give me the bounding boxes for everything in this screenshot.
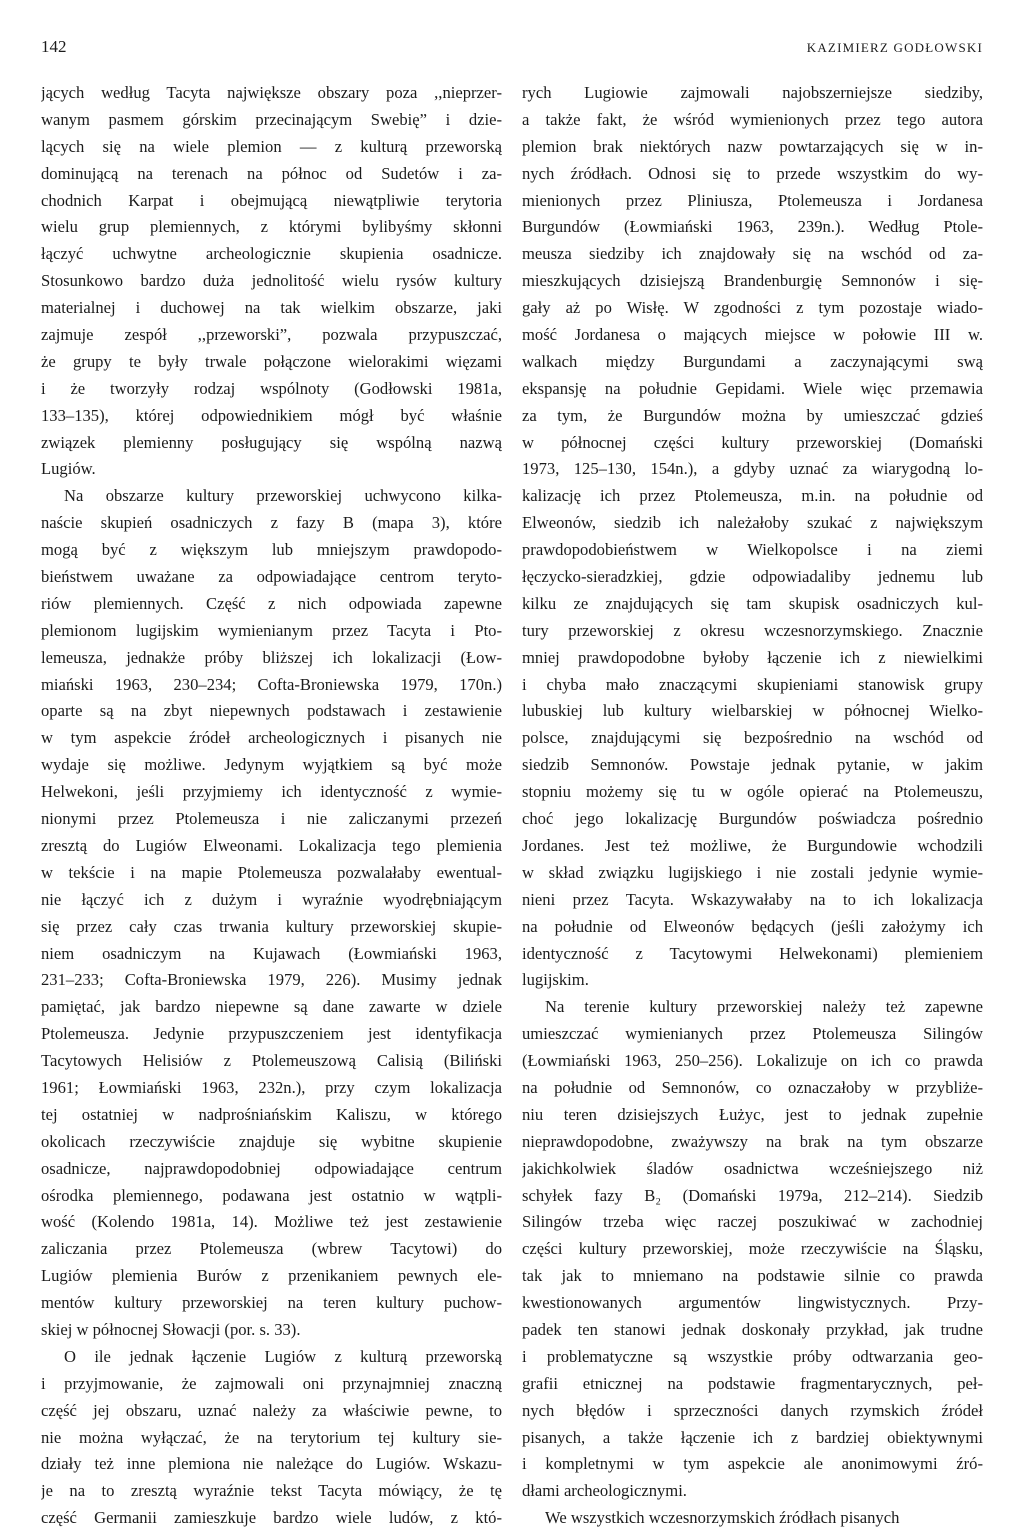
- text-line: dłami archeologicznymi.: [522, 1481, 687, 1501]
- text-line: zaliczania przez Ptolemeusza (wbrew Tacytowi) do: [41, 1239, 502, 1259]
- text-line: łączyć uchwytne archeologicznie skupienia osadnicze.: [41, 244, 502, 264]
- text-line: siedzib Semnonów. Powstaje jednak pytanie, w jakim: [522, 755, 983, 775]
- right-column: [522, 80, 983, 1532]
- text-line: je na to zresztą wyraźnie tekst Tacyta mówiący, że tę: [41, 1481, 502, 1501]
- text-line: mniej prawdopodobne byłoby łączenie ich z niewielkimi: [522, 647, 983, 667]
- text-line: Ptolemeusza. Jedynie przypuszczeniem jest identyfikacja: [41, 1024, 502, 1044]
- text-line: Lugiów plemienia Burów z przenikaniem pewnych ele-: [41, 1266, 502, 1286]
- text-line: 231–233; Cofta-Broniewska 1979, 226). Musimy jednak: [41, 970, 502, 990]
- text-line: część jej obszaru, uznać należy za właściwie pewne, to: [41, 1400, 502, 1420]
- text-line: i problematyczne są wszystkie próby odtwarzania geo-: [522, 1346, 983, 1366]
- text-line: mogą być z większym lub mniejszym prawdopodo-: [41, 540, 502, 560]
- text-line: meusza siedziby ich znajdowały się na wschód od za-: [522, 244, 983, 264]
- text-line: lących się na wiele plemion — z kulturą przeworską: [41, 136, 502, 156]
- text-line: Stosunkowo bardzo duża jednolitość wielu rysów kultury: [41, 271, 502, 291]
- text-line: ośrodka plemiennego, podawana jest ostatnio w wątpli-: [41, 1185, 502, 1205]
- text-line: nie można wyłączać, że na terytorium tej kultury sie-: [41, 1427, 502, 1447]
- text-line: nieprawdopodobne, zważywszy na brak na tym obszarze: [522, 1131, 983, 1151]
- text-line: kwestionowanych argumentów lingwistycznych. Przy-: [522, 1293, 983, 1313]
- text-line: walkach między Burgundami a zaczynającymi swą: [522, 351, 983, 371]
- page-header: [41, 37, 983, 61]
- text-line: w tekście i na mapie Ptolemeusza pozwalałaby ewentual-: [41, 862, 502, 882]
- text-line: jakichkolwiek śladów osadnictwa wcześniejszego niż: [522, 1158, 983, 1178]
- text-line: plemion brak niektórych nazw powtarzających się w in-: [522, 136, 983, 156]
- text-line: część Germanii zamieszkuje bardzo wiele ludów, z któ-: [41, 1508, 502, 1528]
- text-line: pamiętać, jak bardzo niepewne są dane zawarte w dziele: [41, 997, 502, 1017]
- text-line: Helwekoni, jeśli przyjmiemy ich identyczność z wymie-: [41, 782, 502, 802]
- text-line: mość Jordanesa o mających miejsce w połowie III w.: [522, 325, 983, 345]
- text-line: w skład związku lugijskiego i nie zostali jedynie wymie-: [522, 862, 983, 882]
- text-line: na południe od Semnonów, co oznaczałoby w przybliże-: [522, 1077, 983, 1097]
- text-line: nych błędów i sprzeczności danych rzymskich źródeł: [522, 1400, 983, 1420]
- text-line: umieszczać wymienianych przez Ptolemeusza Silingów: [522, 1024, 983, 1044]
- text-line: niu teren dzisiejszych Łużyc, jest to jednak zupełnie: [522, 1104, 983, 1124]
- text-line: Burgundów (Łowmiański 1963, 239n.). Według Ptole-: [522, 217, 983, 237]
- text-line: Jordanes. Jest też możliwe, że Burgundowie wchodzili: [522, 835, 983, 855]
- text-line: w północnej części kultury przeworskiej (Domański: [522, 432, 983, 452]
- text-line: łęczycko-sieradzkiej, gdzie odpowiadaliby jednemu lub: [522, 567, 983, 587]
- text-line: Na terenie kultury przeworskiej należy też zapewne: [545, 997, 983, 1017]
- text-line: padek ten stanowi jednak doskonały przykład, jak trudne: [522, 1319, 983, 1339]
- text-line: identyczność z Tacytowymi Helwekonami) plemieniem: [522, 943, 983, 963]
- text-line: a także fakt, że wśród wymienionych przez tego autora: [522, 109, 983, 129]
- text-line: 133–135), której odpowiednikiem mógł być właśnie: [41, 405, 502, 425]
- text-line: (Łowmiański 1963, 250–256). Lokalizuje on ich co prawda: [522, 1051, 983, 1071]
- page-number: 142: [41, 37, 67, 56]
- text-line: części kultury przeworskiej, może rzeczywiście na Śląsku,: [522, 1239, 983, 1259]
- text-line: i przyjmowanie, że zajmowali oni przynajmniej znaczną: [41, 1373, 502, 1393]
- text-line: Lugiów.: [41, 459, 96, 479]
- text-line: niem osadniczym na Kujawach (Łowmiański 1963,: [41, 943, 502, 963]
- text-line: że grupy te były trwale połączone wielorakimi więzami: [41, 351, 502, 371]
- text-line: Na obszarze kultury przeworskiej uchwycono kilka-: [64, 486, 502, 506]
- text-line: tak jak to mniemano na podstawie silnie co prawda: [522, 1266, 983, 1286]
- text-line: grafii etnicznej na podstawie fragmentarycznych, peł-: [522, 1373, 983, 1393]
- text-line: osadnicze, najprawdopodobniej odpowiadające centrum: [41, 1158, 502, 1178]
- text-line: za tym, że Burgundów można by umieszczać gdzieś: [522, 405, 983, 425]
- text-line: kalizację ich przez Ptolemeusza, m.in. na południe od: [522, 486, 983, 506]
- text-line: gały aż po Wisłę. W zgodności z tym pozostaje wiado-: [522, 298, 983, 318]
- text-line: nieni przez Tacyta. Wskazywałaby na to ich lokalizacja: [522, 889, 983, 909]
- text-line: działy też inne plemiona nie należące do Lugiów. Wskazu-: [41, 1454, 502, 1474]
- text-line: bieństwem uważane za odpowiadające centrom teryto-: [41, 567, 502, 587]
- text-line: miański 1963, 230–234; Cofta-Broniewska 1979, 170n.): [41, 674, 502, 694]
- text-line: i chyba mało znaczącymi skupieniami stanowisk grupy: [522, 674, 983, 694]
- text-line: kilku ze znajdujących się tam skupisk osadniczych kul-: [522, 593, 983, 613]
- text-line: plemionom lugijskim wymienianym przez Tacyta i Pto-: [41, 620, 502, 640]
- text-line: Elweonów, siedzib ich należałoby szukać z największym: [522, 513, 983, 533]
- text-line: skiej w północnej Słowacji (por. s. 33).: [41, 1319, 301, 1339]
- text-line: riów plemiennych. Część z nich odpowiada zapewne: [41, 593, 502, 613]
- text-line: lubuskiej lub kultury wielbarskiej w północnej Wielko-: [522, 701, 983, 721]
- text-line: We wszystkich wczesnorzymskich źródłach pisanych: [545, 1508, 900, 1528]
- text-line: nych źródłach. Odnosi się to przede wszystkim do wy-: [522, 163, 983, 183]
- left-column: [41, 80, 502, 1532]
- text-line: lemeusza, jednakże próby bliższej ich lokalizacji (Łow-: [41, 647, 502, 667]
- text-line: chodnich Karpat i obejmującą niewątpliwie terytoria: [41, 190, 502, 210]
- text-line: Tacytowych Helisiów z Ptolemeuszową Calisią (Biliński: [41, 1051, 502, 1071]
- text-line: okolicach rzeczywiście znajduje się wybitne skupienie: [41, 1131, 502, 1151]
- text-line: choć jego lokalizację Burgundów poświadcza pośrednio: [522, 809, 983, 829]
- text-line: na południe od Elweonów będących (jeśli założymy ich: [522, 916, 983, 936]
- text-line: O ile jednak łączenie Lugiów z kulturą przeworską: [64, 1346, 502, 1366]
- text-line: prawdopodobieństwem w Wielkopolsce i na ziemi: [522, 540, 983, 560]
- text-line: pisanych, a także łączenie ich z bardziej obiektywnymi: [522, 1427, 983, 1447]
- text-line: związek plemienny posługujący się wspólną nazwą: [41, 432, 502, 452]
- text-line: w tym aspekcie źródeł archeologicznych i pisanych nie: [41, 728, 502, 748]
- text-line: oparte są na zbyt niepewnych podstawach i zestawienie: [41, 701, 502, 721]
- text-line: wydaje się możliwe. Jedynym wyjątkiem są być może: [41, 755, 502, 775]
- text-line: 1961; Łowmiański 1963, 232n.), przy czym lokalizacja: [41, 1077, 502, 1097]
- text-line: zresztą do Lugiów Elweonami. Lokalizacja tego plemienia: [41, 835, 502, 855]
- text-line: tury przeworskiej z okresu wczesnorzymskiego. Znacznie: [522, 620, 983, 640]
- running-head: KAZIMIERZ GODŁOWSKI: [806, 40, 983, 55]
- text-line: polsce, znajdującymi się bezpośrednio na wschód od: [522, 728, 983, 748]
- text-line: wanym pasmem górskim przecinającym Swebię” i dzie-: [41, 109, 502, 129]
- text-line: mieszkujących dzisiejszą Brandenburgię Semnonów i się-: [522, 271, 983, 291]
- text-line: stopniu możemy się tu w ogóle opierać na Ptolemeuszu,: [522, 782, 983, 802]
- text-line: lugijskim.: [522, 970, 589, 990]
- text-line: wielu grup plemiennych, z którymi bylibyśmy skłonni: [41, 217, 502, 237]
- text-line: tej ostatniej w nadprośniańskim Kaliszu, w którego: [41, 1104, 502, 1124]
- text-line: rych Lugiowie zajmowali najobszerniejsze siedziby,: [522, 83, 983, 102]
- text-line: mentów kultury przeworskiej na teren kultury puchow-: [41, 1293, 502, 1313]
- text-line: naście skupień osadniczych z fazy B (mapa 3), które: [41, 513, 502, 533]
- text-line: ekspansję na południe Gepidami. Wiele więc przemawia: [522, 378, 983, 398]
- text-line: materialnej i duchowej na tak wielkim obszarze, jaki: [41, 298, 502, 318]
- text-line: nionymi przez Ptolemeusza i nie zaliczanymi przezeń: [41, 809, 502, 829]
- text-line: i kompletnymi w tym aspekcie ale anonimowymi źró-: [522, 1454, 983, 1474]
- text-line: zajmuje zespół ,,przeworski”, pozwala przypuszczać,: [41, 325, 502, 345]
- text-line: schyłek fazy B₂ (Domański 1979a, 212–214). Siedzib: [522, 1185, 983, 1205]
- text-line: się przez cały czas trwania kultury przeworskiej skupie-: [41, 916, 502, 936]
- text-line: nie łączyć ich z dużym i wyraźnie wyodrębniającym: [41, 889, 502, 909]
- text-line: dominującą na terenach na północ od Sudetów i za-: [41, 163, 502, 183]
- text-line: Silingów trzeba więc raczej poszukiwać w zachodniej: [522, 1212, 983, 1232]
- text-line: jących według Tacyta największe obszary poza ,,nieprzer-: [41, 83, 502, 102]
- text-line: 1973, 125–130, 154n.), a gdyby uznać za wiarygodną lo-: [522, 459, 983, 479]
- text-line: mienionych przez Pliniusza, Ptolemeusza i Jordanesa: [522, 190, 983, 210]
- text-line: wość (Kolendo 1981a, 14). Możliwe też jest zestawienie: [41, 1212, 502, 1232]
- text-line: i że tworzyły rodzaj wspólnoty (Godłowski 1981a,: [41, 378, 502, 398]
